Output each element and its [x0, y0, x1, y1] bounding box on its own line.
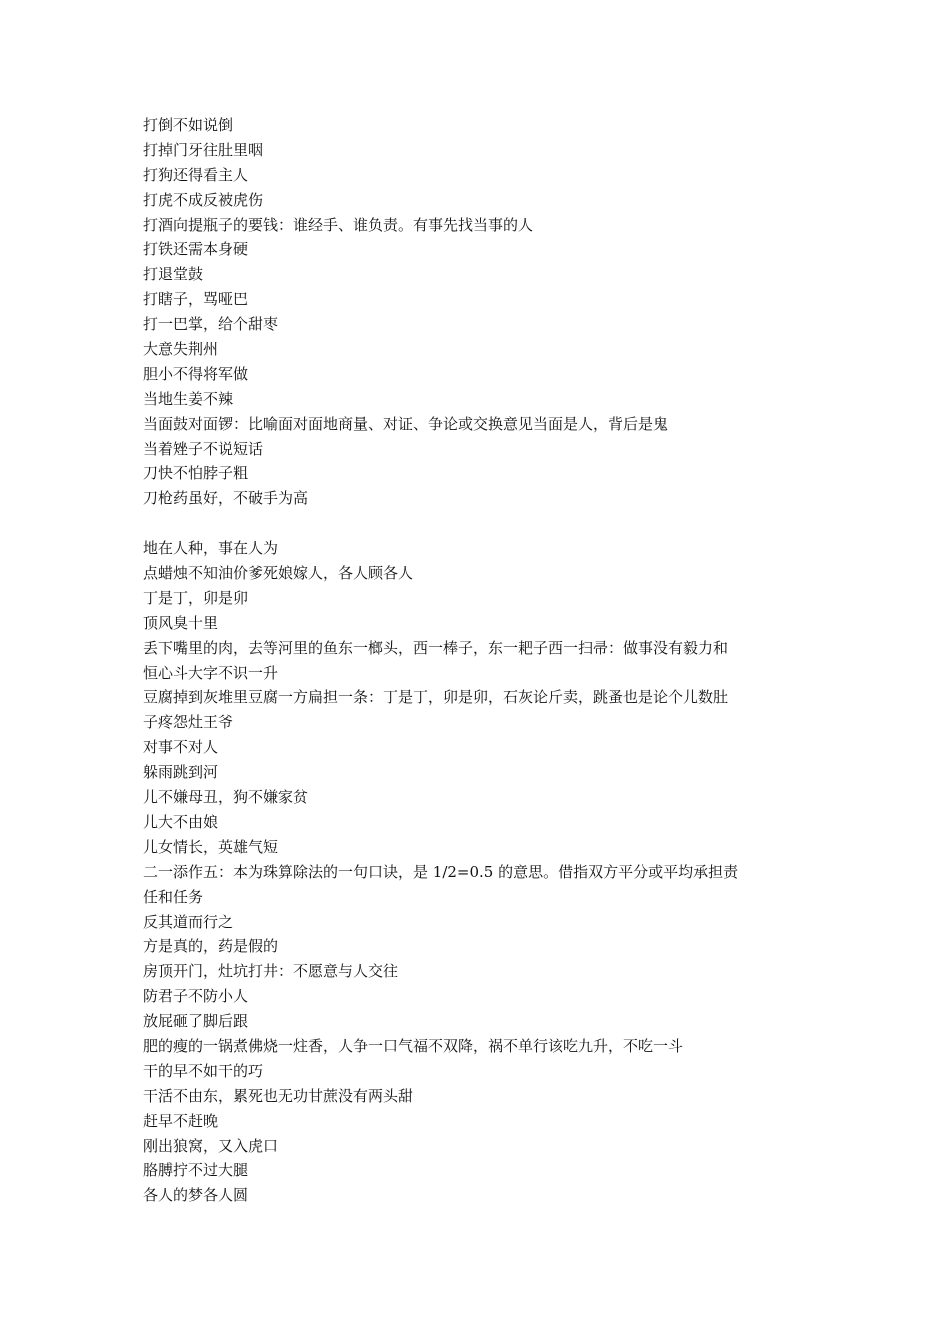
text-line: 儿大不由娘 — [143, 812, 219, 831]
text-line: 干活不由东，累死也无功甘蔗没有两头甜 — [143, 1086, 414, 1105]
text-line: 子疼怨灶王爷 — [143, 713, 234, 732]
text-line: 防君子不防小人 — [143, 987, 249, 1006]
text-line: 对事不对人 — [143, 738, 219, 757]
blank-line — [143, 511, 815, 536]
text-line: 当着矬子不说短话 — [143, 439, 264, 458]
text-line: 顶风臭十里 — [143, 613, 219, 632]
text-line: 豆腐掉到灰堆里豆腐一方扁担一条：丁是丁，卯是卯，石灰论斤卖，跳蚤也是论个儿数肚 — [143, 688, 729, 707]
text-line: 丁是丁，卯是卯 — [143, 588, 249, 607]
text-line: 打酒向提瓶子的要钱：谁经手、谁负责。有事先找当事的人 — [143, 215, 534, 234]
text-line: 恒心斗大字不识一升 — [143, 663, 279, 682]
text-line: 地在人种，事在人为 — [143, 539, 279, 558]
text-line: 刀快不怕脖子粗 — [143, 464, 249, 483]
text-line: 打一巴掌，给个甜枣 — [143, 315, 279, 334]
text-line: 儿女情长，英雄气短 — [143, 837, 279, 856]
text-line: 儿不嫌母丑，狗不嫌家贫 — [143, 788, 309, 807]
text-line: 点蜡烛不知油价爹死娘嫁人，各人顾各人 — [143, 564, 414, 583]
text-line: 打狗还得看主人 — [143, 165, 249, 184]
text-line: 打掉门牙往肚里咽 — [143, 140, 264, 159]
text-line: 打倒不如说倒 — [143, 116, 234, 134]
text-line: 打退堂鼓 — [143, 265, 204, 284]
text-line: 刀枪药虽好，不破手为高 — [143, 489, 309, 508]
text-line: 打铁还需本身硬 — [143, 240, 249, 259]
document-body — [143, 113, 815, 1208]
text-line: 赶早不赶晚 — [143, 1111, 219, 1130]
text-line: 打瞎子，骂哑巴 — [143, 290, 249, 309]
text-line: 大意失荆州 — [143, 340, 219, 359]
text-line: 房顶开门，灶坑打井：不愿意与人交往 — [143, 962, 399, 981]
text-line: 方是真的，药是假的 — [143, 937, 279, 956]
text-line: 肥的瘦的一锅煮佛烧一炷香，人争一口气福不双降，祸不单行该吃九升，不吃一斗 — [143, 1036, 684, 1055]
text-line: 二一添作五：本为珠算除法的一句口诀，是 1/2=0.5 的意思。借指双方平分或平均承担责 — [143, 862, 739, 881]
text-line: 躲雨跳到河 — [143, 763, 219, 782]
text-line: 刚出狼窝，又入虎口 — [143, 1136, 279, 1155]
text-line: 干的早不如干的巧 — [143, 1061, 264, 1080]
text-line: 各人的梦各人圆 — [143, 1186, 249, 1205]
text-line: 任和任务 — [143, 887, 204, 906]
text-line: 打虎不成反被虎伤 — [143, 190, 264, 209]
text-line: 放屁砸了脚后跟 — [143, 1012, 249, 1031]
text-line: 反其道而行之 — [143, 912, 234, 931]
text-line: 胳膊拧不过大腿 — [143, 1161, 249, 1180]
text-line: 当面鼓对面锣：比喻面对面地商量、对证、争论或交换意见当面是人，背后是鬼 — [143, 414, 669, 433]
text-line: 丢下嘴里的肉，去等河里的鱼东一榔头，西一棒子，东一耙子西一扫帚：做事没有毅力和 — [143, 638, 729, 657]
text-line: 当地生姜不辣 — [143, 389, 234, 408]
text-line: 胆小不得将军做 — [143, 364, 249, 383]
